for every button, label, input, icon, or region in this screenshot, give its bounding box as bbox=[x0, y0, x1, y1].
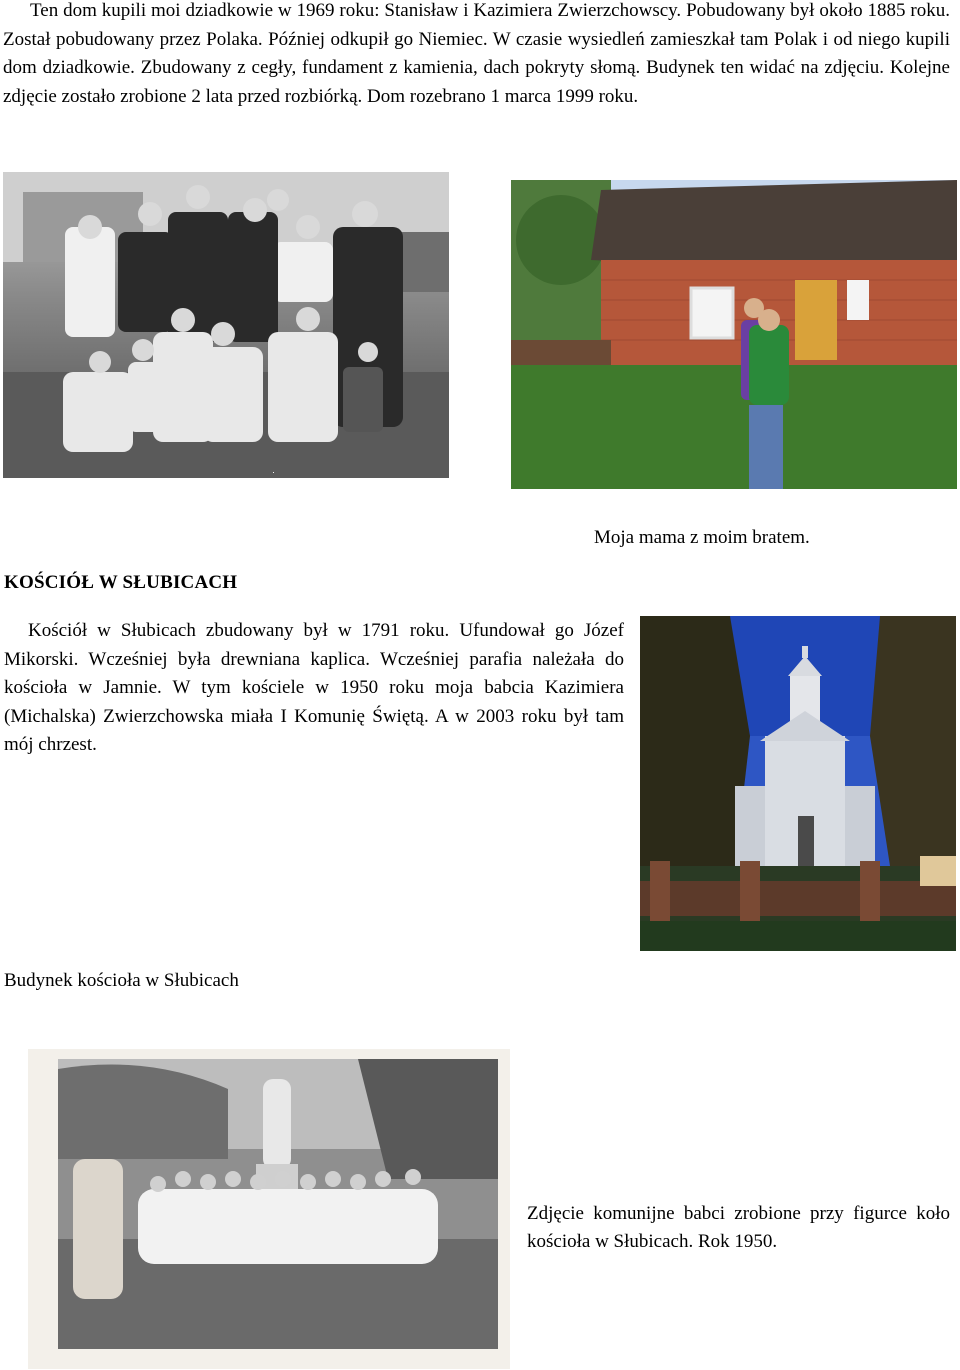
communion-photo bbox=[28, 1049, 510, 1369]
house-photo bbox=[511, 180, 957, 489]
church-caption: Budynek kościoła w Słubicach bbox=[4, 970, 239, 991]
section-heading: KOŚCIÓŁ W SŁUBICACH bbox=[4, 572, 238, 593]
communion-caption: Zdjęcie komunijne babci zrobione przy figurce koło kościoła w Słubicach. Rok 1950. bbox=[527, 1203, 950, 1252]
church-photo bbox=[640, 616, 956, 951]
church-paragraph: Kościół w Słubicach zbudowany był w 1791 roku. Ufundował go Józef Mikorski. Wcześniej była drewniana kaplica. Wcześniej parafia należała do kościoła w Jamnie. W tym kościele w 1950 roku moja babcia Kazimiera (Michalska) Zwierzchowska miała I Komunię Świętą. A w 2003 roku był tam mój chrzest. bbox=[4, 620, 624, 755]
intro-paragraph: Ten dom kupili moi dziadkowie w 1969 roku: Stanisław i Kazimiera Zwierzchowscy. Pobudowany był około 1885 roku. Został pobudowany przez Polaka. Później odkupił go Niemiec. W czasie wysiedleń zamieszkał tam Polak i od niego kupili dom dziadkowie. Zbudowany z cegły, fundament z kamienia, dach pokryty słomą. Budynek ten widać na zdjęciu. Kolejne zdjęcie zostało zrobione 2 lata przed rozbiórką. Dom rozebrano 1 marca 1999 roku. bbox=[3, 0, 950, 107]
family-photo bbox=[3, 172, 449, 478]
house-caption: Moja mama z moim bratem. bbox=[594, 527, 810, 548]
